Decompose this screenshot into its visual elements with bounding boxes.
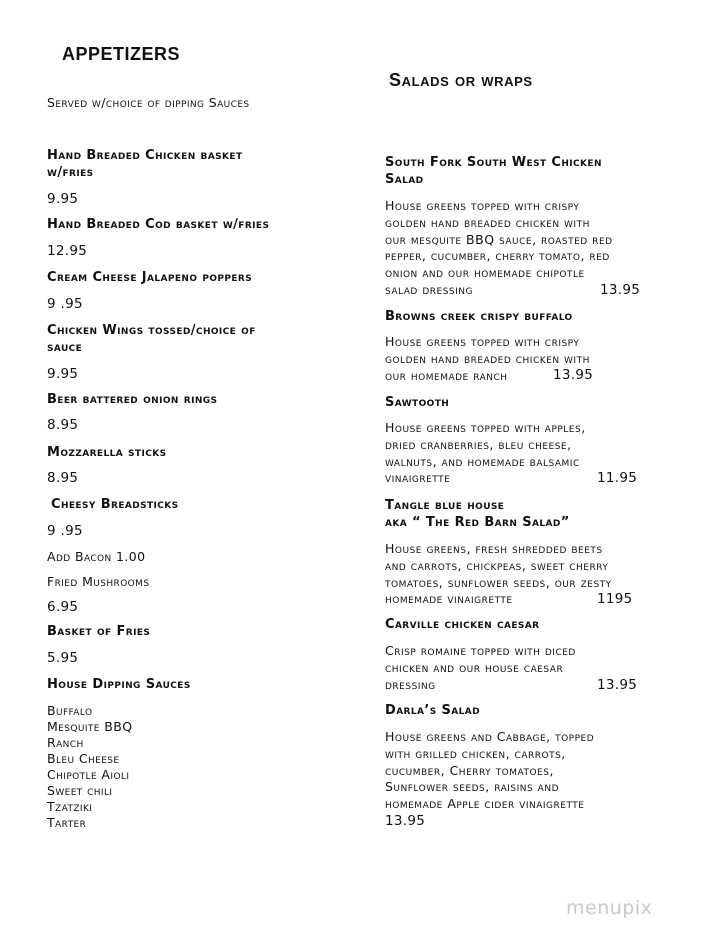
salad-description: House greens topped with crispy golden hand breaded chicken with our homemade ranch bbox=[385, 334, 590, 383]
list-item: Ranch bbox=[47, 735, 84, 750]
salad-description: Crisp romaine topped with diced chicken and our house caesar dressing bbox=[385, 643, 576, 692]
appetizers-title: APPETIZERS bbox=[62, 44, 181, 64]
salad-name: South Fork South West Chicken Salad bbox=[385, 155, 602, 187]
salad-name: Tangle blue house aka “ The Red Barn Salad” bbox=[385, 498, 570, 530]
appetizer-name: Hand Breaded Chicken basket w/fries bbox=[47, 148, 243, 180]
appetizer-name: Beer battered onion rings bbox=[47, 392, 218, 407]
appetizer-price: 8.95 bbox=[47, 470, 79, 486]
sauce-list bbox=[47, 703, 132, 831]
appetizer-price: 9.95 bbox=[47, 366, 79, 382]
appetizer-price: 5.95 bbox=[47, 650, 79, 666]
appetizer-name: Mozzarella sticks bbox=[47, 445, 167, 460]
appetizer-price: 12.95 bbox=[47, 243, 88, 259]
appetizer-name: Cheesy Breadsticks bbox=[51, 497, 179, 512]
dipping-sauces-title: House Dipping Sauces bbox=[47, 677, 191, 692]
salad-description: House greens topped with crispy golden hand breaded chicken with our mesquite BBQ sauce, roasted red pepper, cucumber, cherry tomato, red onion and our homemade chipotle salad dressing bbox=[385, 198, 613, 297]
appetizer-price: 9.95 bbox=[47, 191, 79, 207]
appetizer-price: 9 .95 bbox=[47, 523, 83, 539]
salad-price: 13.95 bbox=[385, 813, 426, 829]
salad-price: 13.95 bbox=[597, 677, 638, 693]
salads-title: Salads or wraps bbox=[389, 70, 533, 90]
list-item: Tarter bbox=[47, 815, 87, 830]
salad-name: Darla’s Salad bbox=[385, 703, 481, 718]
salad-description: House greens, fresh shredded beets and carrots, chickpeas, sweet cherry tomatoes, sunflower seeds, our zesty homemade vinaigrette bbox=[385, 541, 612, 607]
salad-name: Carville chicken caesar bbox=[385, 617, 540, 632]
appetizer-price: 9 .95 bbox=[47, 296, 83, 312]
salad-price: 13.95 bbox=[553, 367, 594, 383]
appetizer-name: Basket of Fries bbox=[47, 624, 151, 639]
appetizer-name: Chicken Wings tossed/choice of sauce bbox=[47, 323, 256, 355]
list-item: Bleu Cheese bbox=[47, 751, 120, 766]
salad-description: House greens and Cabbage, topped with grilled chicken, carrots, cucumber, Cherry tomatoes, Sunflower seeds, raisins and homemade Apple cider vinaigrette bbox=[385, 729, 595, 812]
add-bacon: Add Bacon 1.00 bbox=[47, 549, 146, 564]
salad-description: House greens topped with apples, dried cranberries, bleu cheese, walnuts, and homemade balsamic vinaigrette bbox=[385, 420, 586, 486]
list-item: Chipotle Aioli bbox=[47, 767, 130, 782]
salad-price: 1195 bbox=[597, 591, 633, 607]
salad-price: 11.95 bbox=[597, 470, 638, 486]
salad-price: 13.95 bbox=[600, 282, 641, 298]
fried-mushrooms-price: 6.95 bbox=[47, 599, 79, 615]
appetizer-price: 8.95 bbox=[47, 417, 79, 433]
fried-mushrooms: Fried Mushrooms bbox=[47, 574, 150, 589]
salad-name: Browns creek crispy buffalo bbox=[385, 309, 573, 324]
appetizers-subtitle: Served w/choice of dipping Sauces bbox=[47, 95, 250, 110]
list-item: Sweet chili bbox=[47, 783, 113, 798]
salad-name: Sawtooth bbox=[385, 395, 450, 410]
appetizer-name: Cream Cheese Jalapeno poppers bbox=[47, 270, 253, 285]
watermark: menupix bbox=[566, 897, 653, 919]
list-item: Mesquite BBQ bbox=[47, 719, 133, 734]
appetizer-name: Hand Breaded Cod basket w/fries bbox=[47, 217, 270, 232]
list-item: Buffalo bbox=[47, 703, 93, 718]
list-item: Tzatziki bbox=[47, 799, 93, 814]
